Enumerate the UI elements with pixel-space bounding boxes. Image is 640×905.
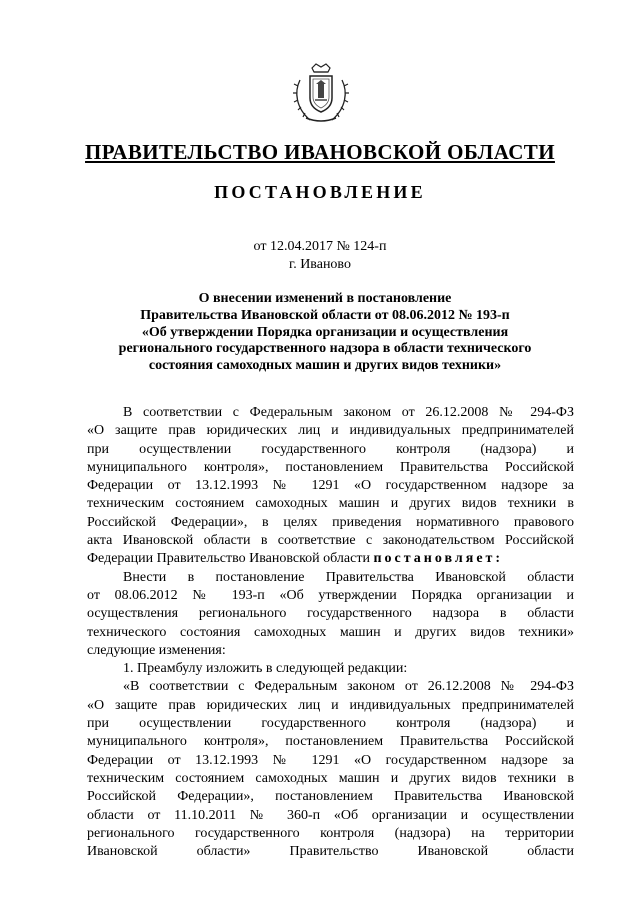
body-line: муниципального контроля», постановлением Правительства Российской	[87, 459, 574, 475]
resolves-word: постановляет:	[373, 551, 504, 567]
body-line: от 08.06.2012 № 193-п «Об утверждении Порядка организации и	[87, 587, 574, 603]
body-line: Ивановской области» Правительство Ивановской области	[87, 844, 574, 860]
subject-line: регионального государственного надзора в области технического	[118, 341, 532, 357]
body-line: 1. Преамбулу изложить в следующей редакции:	[123, 661, 408, 677]
body-line: техническим состоянием самоходных машин и других видов техники в	[87, 770, 574, 786]
body-line: технического состояния самоходных машин и других видов техники»	[87, 624, 574, 640]
body-line: «О защите прав юридических лиц и индивидуальных предпринимателей	[87, 423, 574, 439]
body-line: акта Ивановской области в соответствие с законодательством Российской	[87, 533, 574, 549]
body-line: «О защите прав юридических лиц и индивидуальных предпринимателей	[87, 697, 574, 713]
document-subject	[88, 291, 562, 375]
subject-line: «Об утверждении Порядка организации и осуществления	[141, 324, 509, 340]
body-line: Российской Федерации», постановлением Правительства Ивановской	[87, 789, 574, 805]
body-line: Федерации от 13.12.1993 № 1291 «О государственном надзоре за	[87, 752, 574, 768]
subject-line: О внесении изменений в постановление	[198, 291, 452, 306]
subject-line: Правительства Ивановской области от 08.06.2012 № 193-п	[140, 307, 510, 323]
coat-of-arms-emblem	[290, 62, 352, 126]
document-type: ПОСТАНОВЛЕНИЕ	[214, 182, 426, 202]
body-line: техническим состоянием самоходных машин и других видов техники в	[87, 496, 574, 512]
document-body	[87, 404, 574, 861]
body-line: регионального государственного контроля (надзора) на территории	[87, 825, 574, 841]
document-city: г. Иваново	[289, 257, 351, 272]
body-line: при осуществлении государственного контроля (надзора) и	[87, 716, 574, 732]
government-title: ПРАВИТЕЛЬСТВО ИВАНОВСКОЙ ОБЛАСТИ	[85, 140, 555, 164]
body-line: осуществления регионального государственного надзора в области	[87, 606, 574, 622]
body-line: области от 11.10.2011 № 360-п «Об организации и осуществлении	[87, 807, 574, 823]
body-line: В соответствии с Федеральным законом от 26.12.2008 № 294-ФЗ	[123, 405, 574, 420]
body-line	[87, 550, 574, 568]
body-line: Внести в постановление Правительства Ивановской области	[123, 569, 574, 585]
body-line: Федерации от 13.12.1993 № 1291 «О государственном надзоре за	[87, 478, 574, 494]
document-date-number: от 12.04.2017 № 124-п	[253, 239, 387, 254]
body-line: Российской Федерации», в целях приведения нормативного правового	[87, 514, 574, 530]
body-line: муниципального контроля», постановлением Правительства Российской	[87, 734, 574, 750]
body-line: «В соответствии с Федеральным законом от 26.12.2008 № 294-ФЗ	[123, 679, 574, 695]
body-line: при осуществлении государственного контроля (надзора) и	[87, 441, 574, 457]
body-line: следующие изменения:	[87, 642, 226, 658]
body-text: Федерации Правительство Ивановской области	[87, 551, 370, 567]
subject-line: состояния самоходных машин и других видов техники»	[148, 358, 502, 374]
